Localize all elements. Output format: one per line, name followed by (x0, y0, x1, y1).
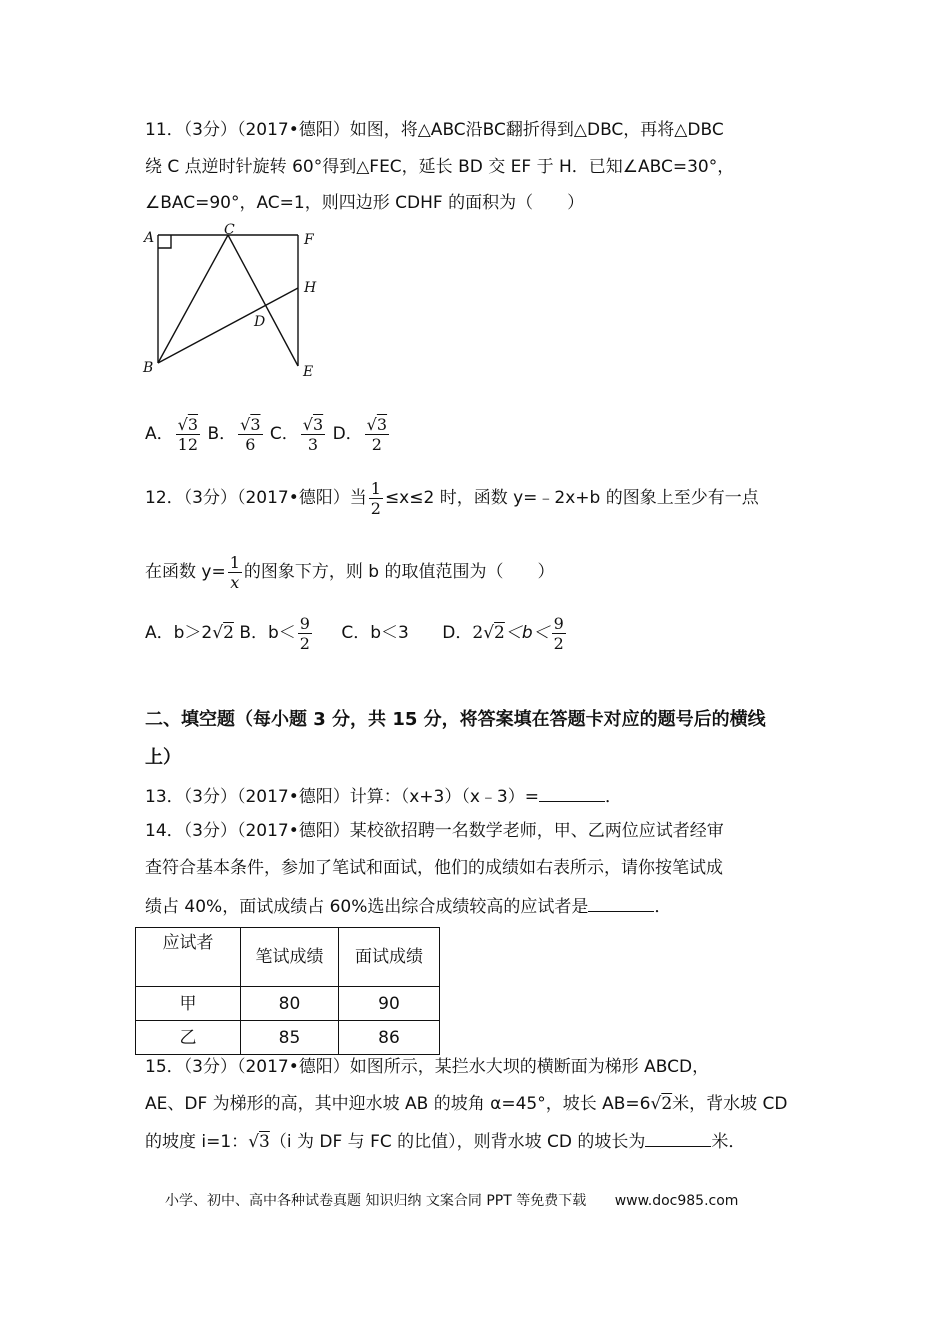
table-cell: 90 (339, 987, 440, 1021)
table-header: 应试者 (136, 928, 241, 987)
q13-answer-blank (539, 783, 605, 802)
q12-option-c: C．b＜3 (341, 623, 409, 643)
q12-reciprocal-fraction: $\frac{1}{x}$ (229, 552, 240, 592)
q11-line-2: 绕 C 点逆时针旋转 60°得到△FEC，延长 BD 交 EF 于 H．已知∠ABC=30°， (145, 157, 735, 177)
section-2-heading-line-1: 二、填空题（每小题 3 分，共 15 分，将答案填在答题卡对应的题号后的横线 (145, 709, 766, 730)
q12-line-2: 在函数 y= $\frac{1}{x}$ 的图象下方，则 b 的取值范围为（ ） (145, 552, 555, 592)
q11-option-c: C． $\frac{√3}{3}$ (269, 414, 324, 454)
right-angle-mark (158, 235, 171, 248)
q15-line-2: AE、DF 为梯形的高，其中迎水坡 AB 的坡角 α=45°，坡长 AB=6√2米，背水坡 CD (145, 1094, 788, 1114)
q15-line-1: 15．（3分）（2017•德阳）如图所示，某拦水大坝的横断面为梯形 ABCD， (145, 1057, 710, 1077)
q15-line-3: 的坡度 i=1：√3（i 为 DF 与 FC 的比值），则背水坡 CD 的坡长为 米． (145, 1128, 745, 1154)
table-cell: 乙 (136, 1021, 241, 1055)
table-cell: 80 (241, 987, 339, 1021)
q14-line-2: 查符合基本条件，参加了笔试和面试，他们的成绩如右表所示，请你按笔试成 (145, 858, 723, 878)
label-f: F (304, 232, 314, 248)
q11-line-1: 11．（3分）（2017•德阳）如图，将△ABC沿BC翻折得到△DBC，再将△DBC (145, 120, 724, 140)
q14-line-1: 14．（3分）（2017•德阳）某校欲招聘一名数学老师，甲、乙两位应试者经审 (145, 821, 724, 841)
q13-text: 13．（3分）（2017•德阳）计算：（x+3）（x﹣3）= ． (145, 783, 622, 809)
label-b: B (143, 360, 154, 376)
q14-answer-blank (588, 893, 654, 912)
segment-ce (228, 235, 298, 366)
table-header: 笔试成绩 (241, 928, 339, 987)
q12-option-a: A．b＞2√2 (145, 623, 234, 643)
q11-line-3: ∠BAC=90°，AC=1，则四边形 CDHF 的面积为（ ） (145, 193, 585, 213)
q11-options (145, 412, 391, 456)
label-h: H (304, 280, 317, 296)
q11-option-a: A． $\frac{√3}{12}$ (145, 414, 199, 454)
q12-half-fraction: $\frac{1}{2}$ (370, 478, 381, 518)
table-cell: 86 (339, 1021, 440, 1055)
label-a: A (144, 230, 155, 246)
footer-text: 小学、初中、高中各种试卷真题 知识归纳 文案合同 PPT 等免费下载 (165, 1193, 587, 1209)
label-d: D (254, 314, 266, 330)
q15-answer-blank (645, 1128, 711, 1147)
label-c: C (224, 222, 235, 238)
q12-option-b: B．b＜ $\frac{9}{2}$ (239, 613, 310, 653)
table-cell: 85 (241, 1021, 339, 1055)
q11-option-d: D． $\frac{√3}{2}$ (332, 414, 388, 454)
section-2-heading-line-2: 上） (145, 747, 181, 768)
q14-line-3: 绩占 40%，面试成绩占 60%选出综合成绩较高的应试者是 ． (145, 893, 671, 919)
table-header-row (136, 928, 440, 987)
footer-url[interactable]: www.doc985.com (614, 1193, 739, 1209)
table-cell: 甲 (136, 987, 241, 1021)
table-row (136, 1021, 440, 1055)
q12-options (145, 611, 568, 655)
table-row (136, 987, 440, 1021)
q14-score-table (135, 927, 440, 1055)
q11-figure (138, 222, 328, 382)
q12-option-d: D．2√2＜b＜ $\frac{9}{2}$ (442, 613, 564, 653)
q12-line-1: 12．（3分）（2017•德阳）当 $\frac{1}{2}$ ≤x≤2 时，函数 y=﹣2x+b 的图象上至少有一点 (145, 478, 759, 518)
q11-option-b: B． $\frac{√3}{6}$ (207, 414, 261, 454)
label-e: E (303, 364, 314, 380)
page-footer (165, 1190, 738, 1210)
table-header: 面试成绩 (339, 928, 440, 987)
